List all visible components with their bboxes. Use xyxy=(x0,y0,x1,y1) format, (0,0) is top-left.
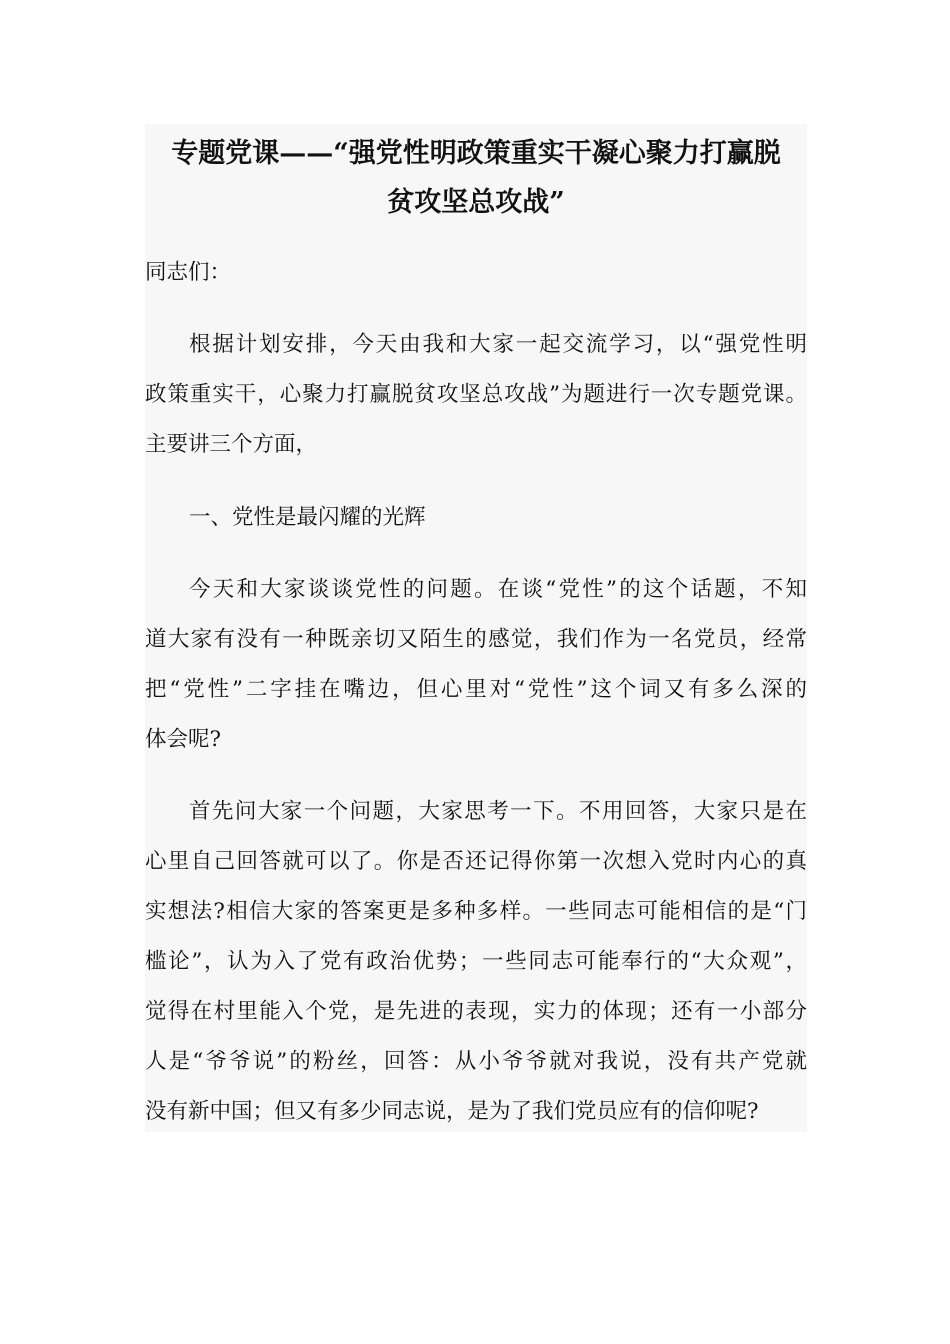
paragraph-1-line-2: 政策重实干，心聚力打赢脱贫攻坚总攻战”为题进行一次专题党课。 xyxy=(145,382,807,407)
salutation: 同志们： xyxy=(145,260,232,285)
paragraph-3-line-6: 人是“爷爷说”的粉丝，回答：从小爷爷就对我说，没有共产党就 xyxy=(145,1049,807,1074)
paragraph-2-line-1: 今天和大家谈谈党性的问题。在谈“党性”的这个话题，不知 xyxy=(189,577,807,602)
paragraph-2-line-3: 把“党性”二字挂在嘴边，但心里对“党性”这个词又有多么深的 xyxy=(145,677,807,702)
document-title-line-2: 贫攻坚总攻战” xyxy=(387,187,565,218)
paragraph-3-line-1: 首先问大家一个问题，大家思考一下。不用回答，大家只是在 xyxy=(189,799,807,824)
paragraph-1-line-1: 根据计划安排，今天由我和大家一起交流学习，以“强党性明 xyxy=(189,332,807,357)
section-heading-1: 一、党性是最闪耀的光辉 xyxy=(189,505,426,530)
paragraph-3-line-4: 槛论”，认为入了党有政治优势；一些同志可能奉行的“大众观”， xyxy=(145,949,807,974)
paragraph-1-line-3: 主要讲三个方面， xyxy=(145,432,318,457)
document-title-line-1: 专题党课——“强党性明政策重实干凝心聚力打赢脱 xyxy=(171,138,781,169)
paragraph-2-line-4: 体会呢? xyxy=(145,727,222,752)
paragraph-3-line-3: 实想法?相信大家的答案更是多种多样。一些同志可能相信的是“门 xyxy=(145,899,807,924)
paragraph-2-line-2: 道大家有没有一种既亲切又陌生的感觉，我们作为一名党员，经常 xyxy=(145,627,807,652)
paragraph-3-line-2: 心里自己回答就可以了。你是否还记得你第一次想入党时内心的真 xyxy=(145,849,807,874)
paragraph-3-line-5: 觉得在村里能入个党，是先进的表现，实力的体现；还有一小部分 xyxy=(145,999,807,1024)
paragraph-3-line-7: 没有新中国；但又有多少同志说，是为了我们党员应有的信仰呢? xyxy=(145,1099,759,1124)
